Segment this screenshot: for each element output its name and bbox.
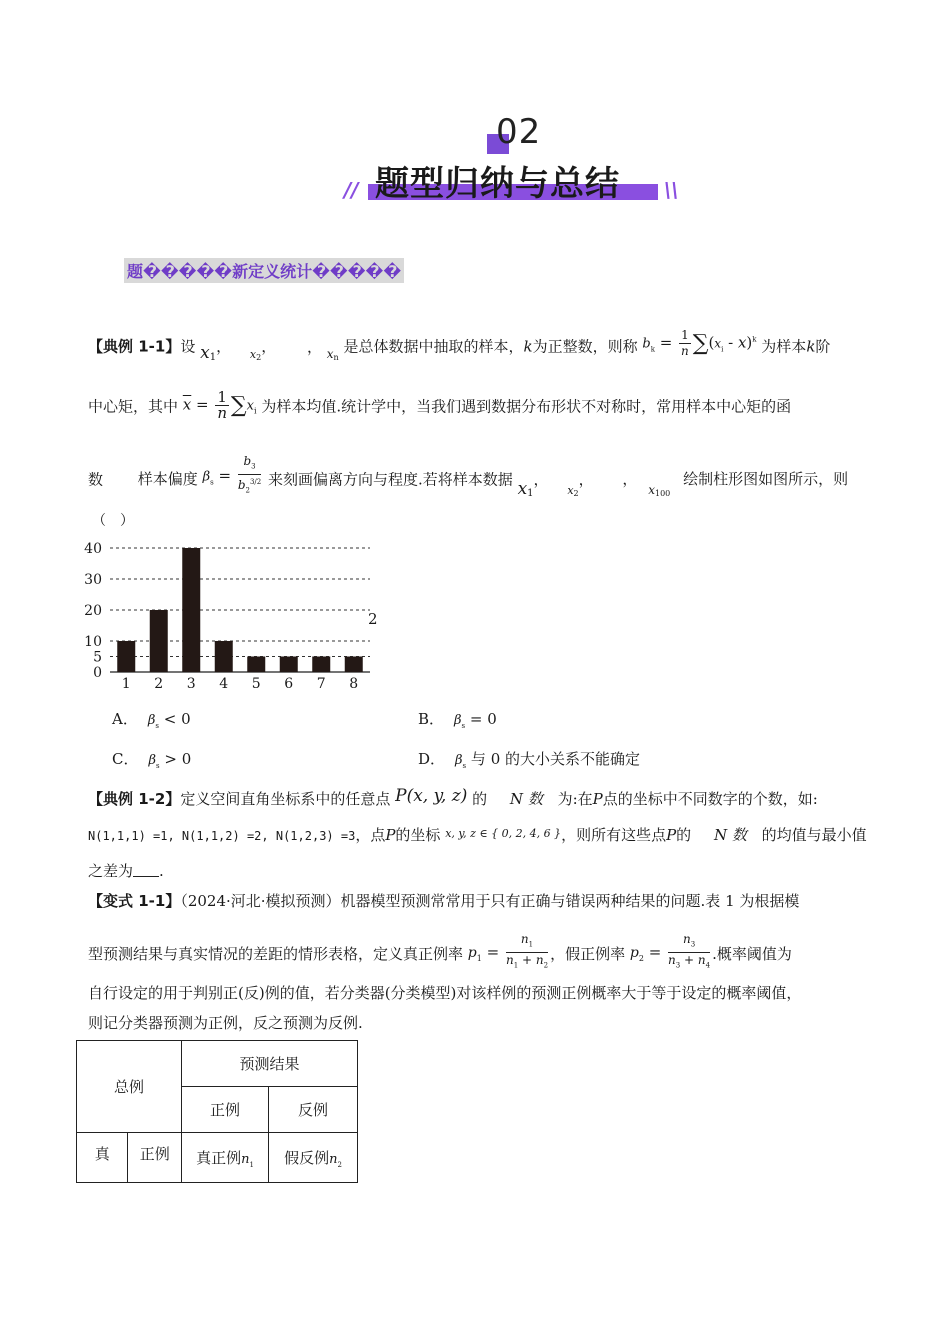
y-tick-label: 10	[84, 634, 102, 650]
ex1-2-line2: N(1,1,1) =1, N(1,1,2) =2, N(1,2,3) =3，点P的坐标 $^{x, y, z \in \{ 0, 2, 4, 6 \}}$，则所有这些点P的 N 数 的均值与最小值	[88, 826, 867, 844]
ex1-2-line3: 之差为 .	[88, 862, 164, 880]
ex1-1-line2: 中心矩，其中 $\overline{x}$ = $\frac{1}{n}$ $\sum x_i$ 为样本均值.统计学中，当我们遇到数据分布形状不对称时，常用样本中心矩的函	[88, 388, 792, 422]
bar-2	[150, 610, 168, 672]
y-tick-label: 20	[84, 603, 102, 619]
page-title: 题型归纳与总结	[375, 164, 620, 204]
topic-label: 题�����新定义统计�����	[124, 258, 404, 283]
table-pred-pos: 正例	[182, 1087, 269, 1133]
ex1-2-line1: 【典例 1-2】定义空间直角坐标系中的任意点 P(x, y, z) 的 N 数 为:在P点的坐标中不同数字的个数，如:	[88, 786, 818, 808]
x-tick-label: 3	[186, 676, 196, 692]
bar-4	[215, 641, 233, 672]
table-fn-cell: 假反例$n_2$	[269, 1133, 358, 1183]
y-tick-label: 5	[93, 649, 102, 666]
option-a[interactable]: A． $\beta_s < 0$	[112, 710, 191, 730]
x-tick-label: 5	[251, 676, 261, 692]
chart-bars	[117, 548, 363, 672]
table-tp-cell: 真正例$n_1$	[182, 1133, 269, 1183]
var1-1-line2: 型预测结果与真实情况的差距的情形表格，定义真正例率 $p_1$ = $\frac{n_1}{n_1 + n_2}$ ，假正例率 $p_2$ = $\frac{n_3}{n_3 + n_4}$ .概率阈值为	[88, 932, 792, 970]
bar-3	[182, 548, 200, 672]
var1-1-line4: 则记分类器预测为正例，反之预测为反例.	[88, 1014, 363, 1032]
ex1-1-label: 【典例 1-1】	[88, 337, 181, 356]
bar-1	[117, 641, 135, 672]
ex1-2-label: 【典例 1-2】	[88, 790, 181, 808]
slash-left-decoration: //	[344, 178, 359, 202]
chart-x-tick-labels	[122, 676, 358, 692]
x-tick-label: 2	[154, 676, 164, 692]
x-tick-label: 7	[316, 676, 326, 692]
chart-gridlines	[110, 548, 370, 657]
table-truth-cell: 真	[77, 1133, 128, 1183]
var1-1-label: 【变式 1-1】	[88, 892, 181, 910]
confusion-table	[76, 1040, 358, 1183]
chart-side-note: 2	[368, 610, 378, 628]
slash-right-decoration: \\	[664, 178, 679, 202]
table-total-cell: 总例	[77, 1041, 182, 1133]
var1-1-line1: 【变式 1-1】（2024·河北·模拟预测）机器模型预测常常用于只有正确与错误两种结果的问题.表 1 为根据模	[88, 892, 800, 910]
option-b[interactable]: B． $\beta_s = 0$	[418, 710, 497, 730]
option-c[interactable]: C． $\beta_s > 0$	[112, 750, 192, 770]
y-tick-label: 0	[93, 665, 102, 681]
y-tick-label: 40	[84, 541, 102, 557]
section-number: 02	[496, 112, 542, 152]
x-tick-label: 6	[284, 676, 294, 692]
bar-chart	[80, 536, 380, 696]
bar-6	[280, 657, 298, 673]
x-tick-label: 1	[121, 676, 131, 692]
option-d[interactable]: D． $\beta_s$ 与 0 的大小关系不能确定	[418, 750, 641, 770]
ex1-1-line3: 数 样本偏度 $\beta_s$ = $\frac{b_3}{b_2^{3/2}}$ 来刻画偏离方向与程度.若将样本数据 $x_1$， $_{x2}$， ， $_{x100}$ 绘制柱形图如图所示，则	[88, 454, 849, 500]
x-tick-label: 4	[219, 676, 229, 692]
bar-8	[345, 657, 363, 673]
chart-y-tick-labels	[84, 541, 102, 681]
ex1-1-line1: 【典例 1-1】设 $x_1$， $_{x2}$， ， $_{xn}$ 是总体数据中抽取的样本，k为正整数，则称 $b_k$ = $\frac{1}{n}$ $\sum(x_i - x)^k$ 为样本k阶	[88, 328, 831, 363]
table-pred-neg: 反例	[269, 1087, 358, 1133]
x-tick-label: 8	[349, 676, 359, 692]
table-pred-header: 预测结果	[182, 1041, 358, 1087]
bar-7	[312, 657, 330, 673]
var1-1-line3: 自行设定的用于判别正(反)例的值，若分类器(分类模型)对该样例的预测正例概率大于等于设定的概率阈值，	[88, 984, 802, 1002]
table-truth-pos: 正例	[128, 1133, 182, 1183]
answer-blank[interactable]	[133, 862, 159, 877]
bar-5	[247, 657, 265, 673]
y-tick-label: 30	[84, 572, 102, 588]
answer-paren: （ ）	[92, 513, 134, 529]
